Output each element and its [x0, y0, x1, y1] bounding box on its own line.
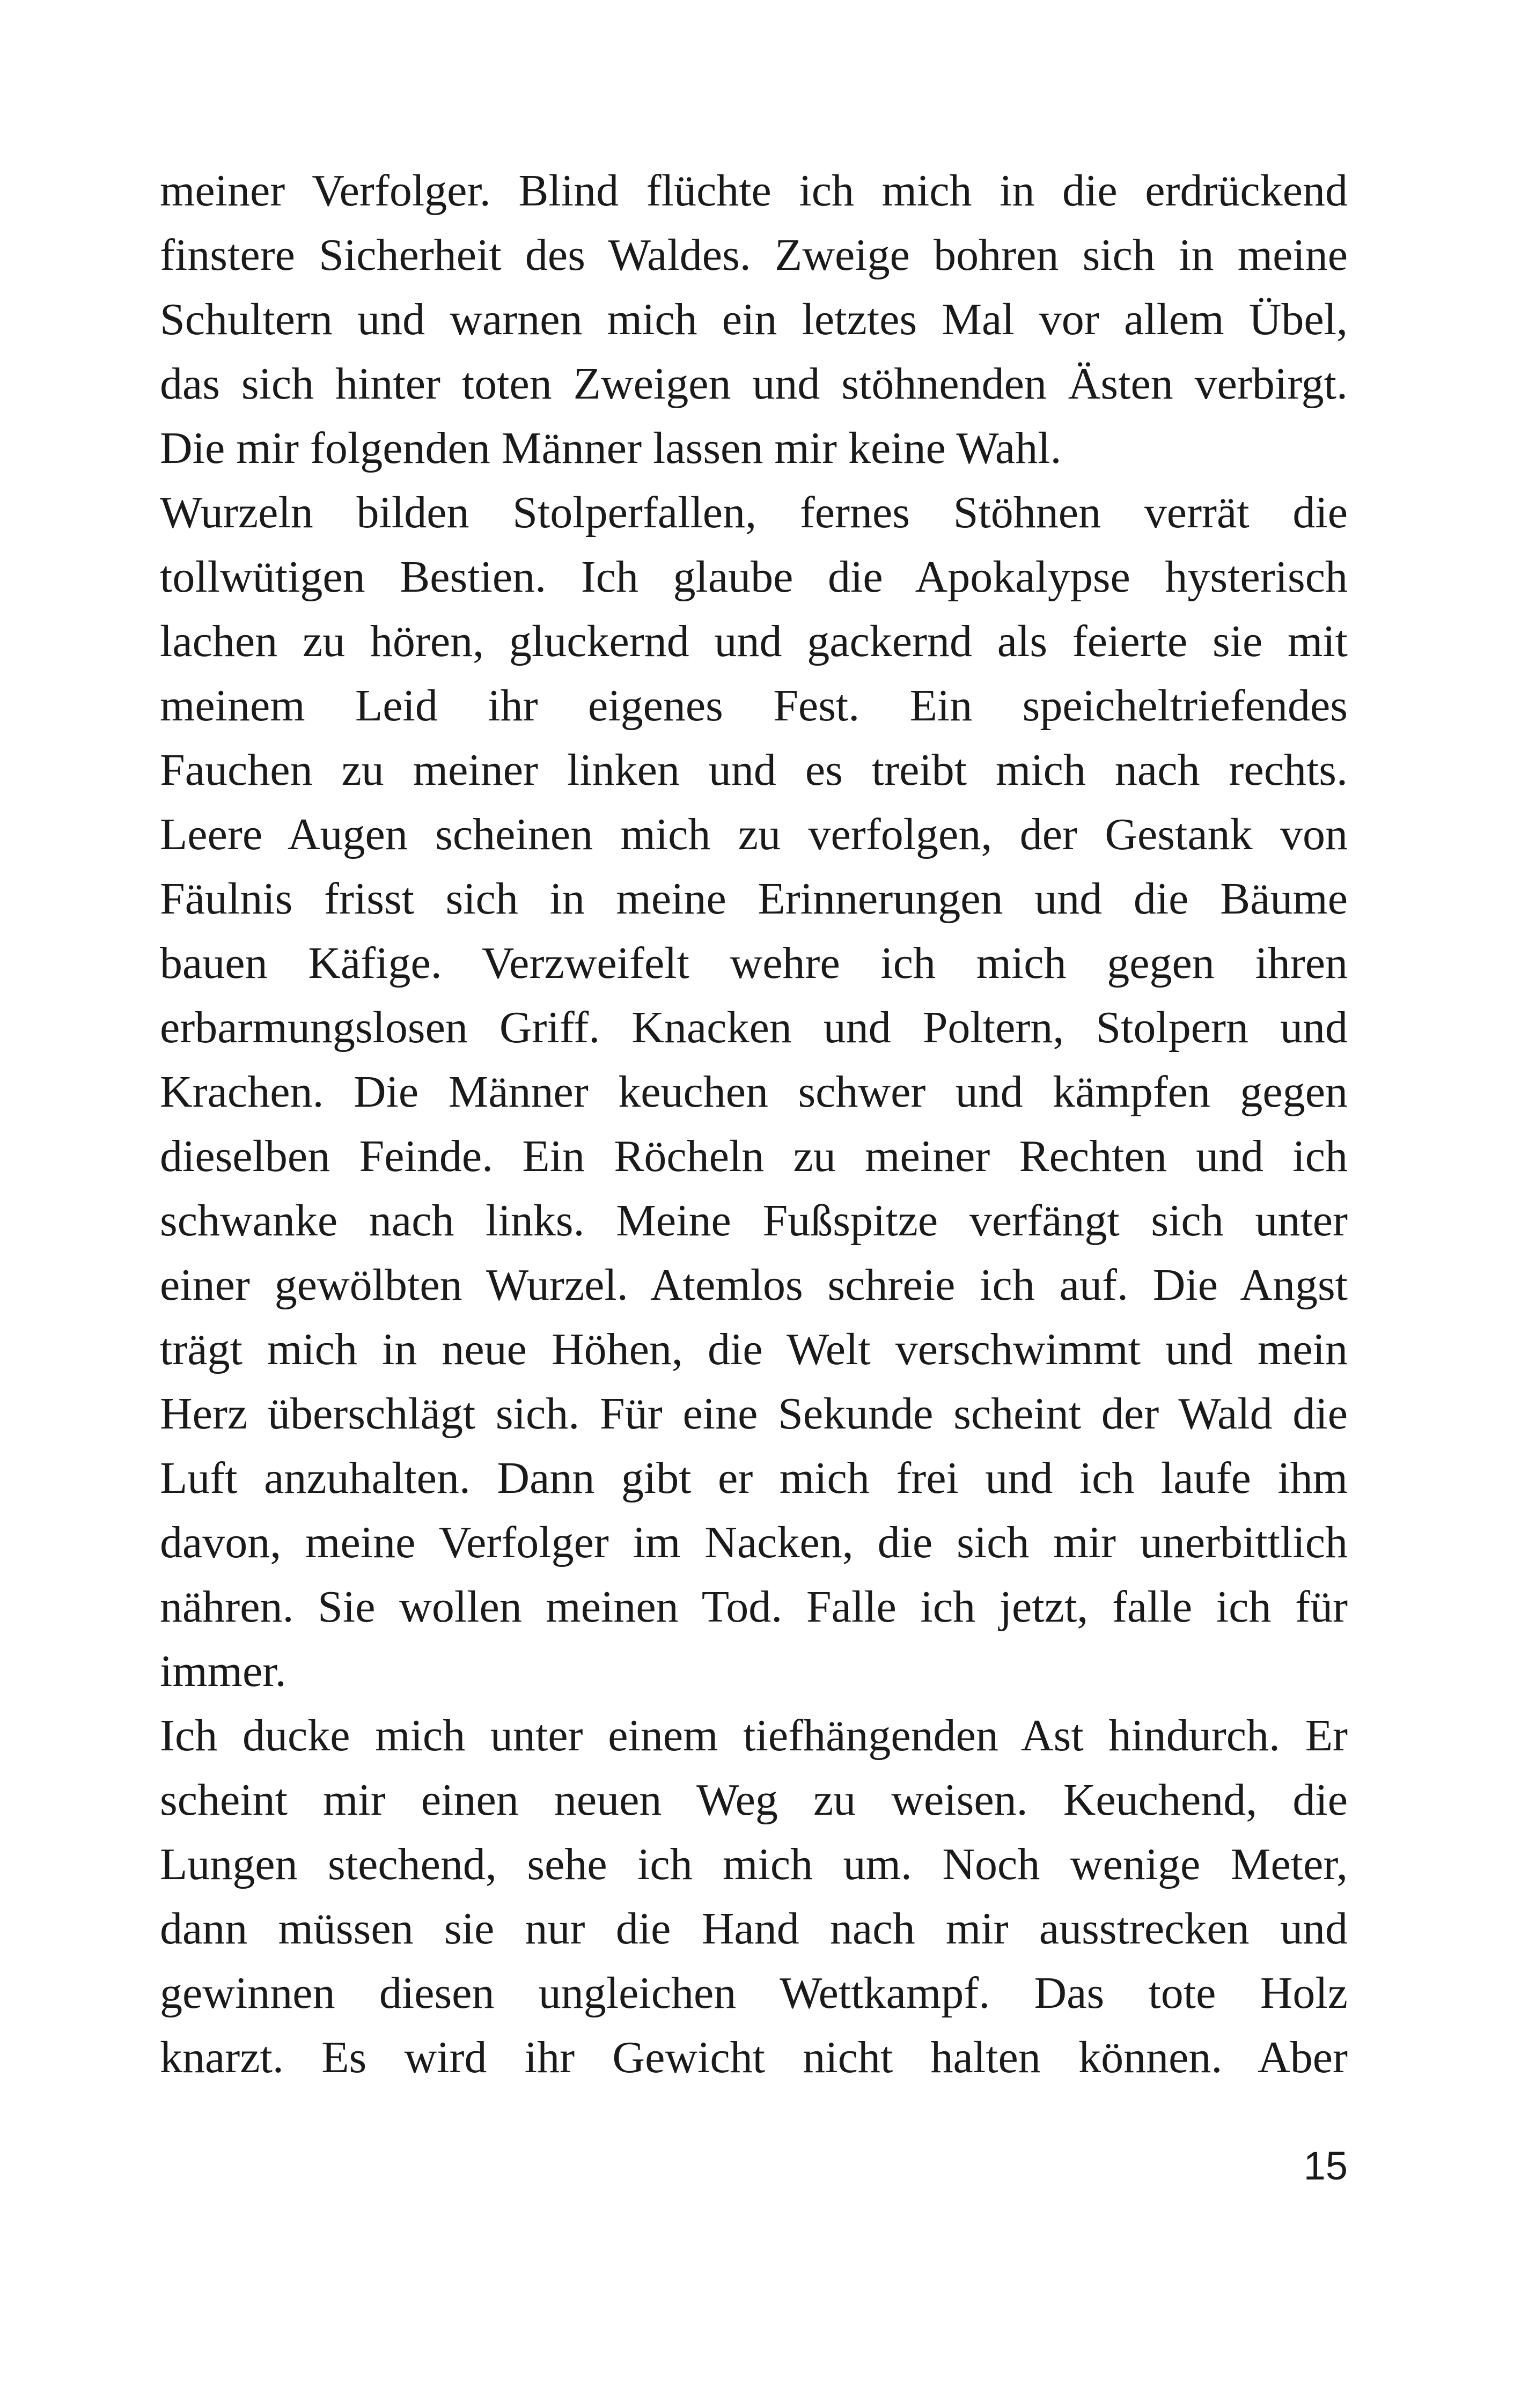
text-line: Schultern und warnen mich ein letztes Mal vor allem Übel,	[160, 294, 1348, 344]
text-line: Fäulnis frisst sich in meine Erinnerungen und die Bäume	[160, 874, 1348, 924]
text-line: Die mir folgenden Männer lassen mir keine Wahl.	[160, 423, 1062, 473]
text-line: scheint mir einen neuen Weg zu weisen. Keuchend, die	[160, 1775, 1348, 1825]
text-line: gewinnen diesen ungleichen Wettkampf. Das tote Holz	[160, 1968, 1348, 2018]
text-line: lachen zu hören, gluckernd und gackernd als feierte sie mit	[160, 616, 1348, 666]
text-line: davon, meine Verfolger im Nacken, die sich mir unerbittlich	[160, 1518, 1348, 1567]
text-line: Leere Augen scheinen mich zu verfolgen, der Gestank von	[160, 809, 1348, 859]
text-line: einer gewölbten Wurzel. Atemlos schreie ich auf. Die Angst	[160, 1260, 1348, 1310]
text-line: immer.	[160, 1646, 286, 1696]
text-line: nähren. Sie wollen meinen Tod. Falle ich jetzt, falle ich für	[160, 1582, 1348, 1632]
text-line: finstere Sicherheit des Waldes. Zweige bohren sich in meine	[160, 230, 1348, 280]
text-line: dieselben Feinde. Ein Röcheln zu meiner Rechten und ich	[160, 1131, 1348, 1181]
text-line: knarzt. Es wird ihr Gewicht nicht halten können. Aber	[160, 2033, 1348, 2082]
text-line: trägt mich in neue Höhen, die Welt verschwimmt und mein	[160, 1324, 1348, 1374]
text-line: Krachen. Die Männer keuchen schwer und kämpfen gegen	[160, 1067, 1348, 1117]
text-line: bauen Käfige. Verzweifelt wehre ich mich gegen ihren	[160, 938, 1348, 988]
text-line: tollwütigen Bestien. Ich glaube die Apokalypse hysterisch	[160, 552, 1348, 602]
body-text	[160, 159, 1348, 2090]
paragraph	[160, 159, 1348, 481]
text-line: schwanke nach links. Meine Fußspitze verfängt sich unter	[160, 1196, 1348, 1246]
text-line: Lungen stechend, sehe ich mich um. Noch wenige Meter,	[160, 1839, 1348, 1889]
paragraph	[160, 481, 1348, 1704]
page-number: 15	[1303, 2144, 1348, 2188]
paragraph	[160, 1704, 1348, 2090]
text-line: erbarmungslosen Griff. Knacken und Poltern, Stolpern und	[160, 1003, 1348, 1052]
text-line: Luft anzuhalten. Dann gibt er mich frei und ich laufe ihm	[160, 1453, 1348, 1503]
text-line: Ich ducke mich unter einem tiefhängenden Ast hindurch. Er	[160, 1711, 1348, 1761]
text-line: meiner Verfolger. Blind flüchte ich mich in die erdrückend	[160, 166, 1348, 216]
text-line: Herz überschlägt sich. Für eine Sekunde scheint der Wald die	[160, 1389, 1348, 1439]
text-line: das sich hinter toten Zweigen und stöhnenden Ästen verbirgt.	[160, 359, 1348, 409]
text-line: meinem Leid ihr eigenes Fest. Ein speicheltriefendes	[160, 681, 1348, 731]
text-line: Fauchen zu meiner linken und es treibt mich nach rechts.	[160, 745, 1348, 795]
text-line: dann müssen sie nur die Hand nach mir ausstrecken und	[160, 1904, 1348, 1954]
text-line: Wurzeln bilden Stolperfallen, fernes Stöhnen verrät die	[160, 488, 1348, 537]
